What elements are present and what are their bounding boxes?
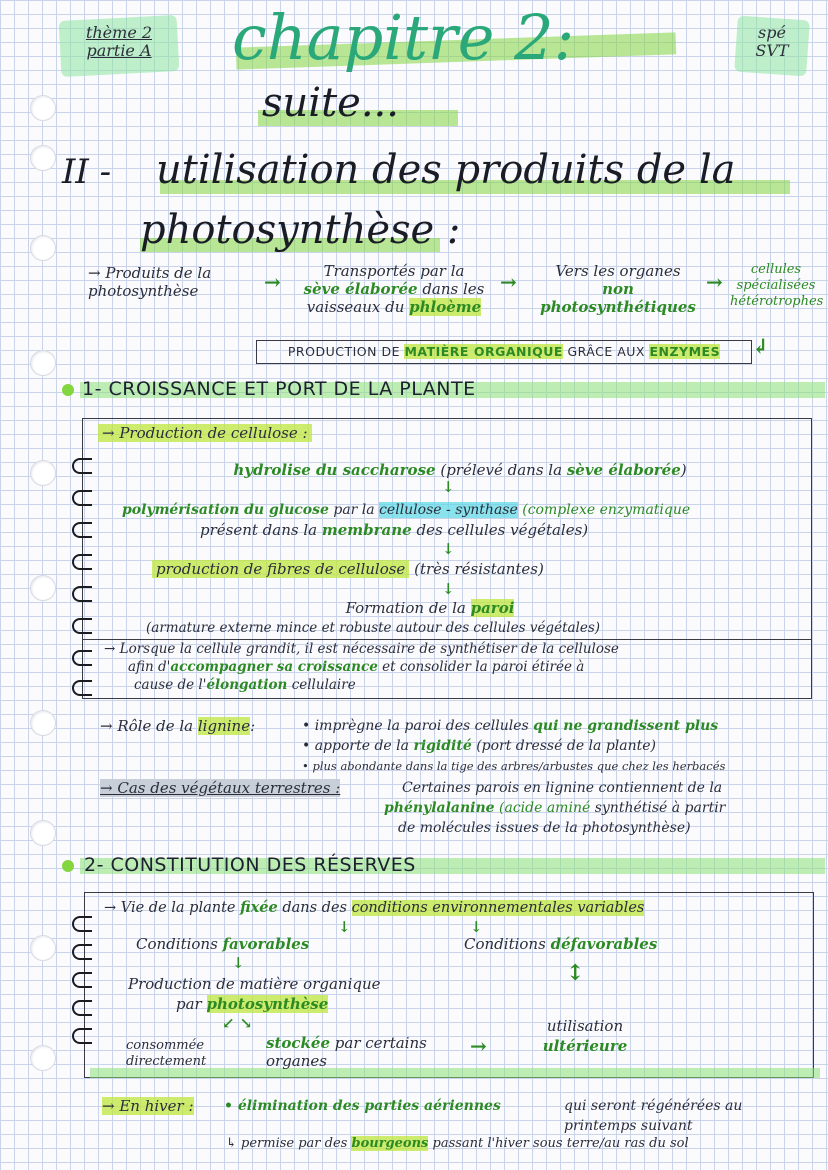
chapter-subtitle: suite... — [262, 80, 399, 126]
winter-point2: ↳ permise par des bourgeons passant l'hiver sous terre/au ras du sol — [226, 1136, 689, 1151]
spiral-ring — [72, 944, 92, 960]
lignine-point2: • apporte de la rigidité (port dressé de la plante) — [302, 738, 657, 754]
binder-hole — [30, 350, 56, 376]
section-title-line1: utilisation des produits de la — [156, 147, 736, 193]
return-arrow-icon: ↲ — [752, 334, 769, 358]
binder-hole — [30, 820, 56, 846]
flow-step-products: → Produits de la photosynthèse — [88, 264, 212, 300]
terrestres-line1: Certaines parois en lignine contiennent de la — [402, 780, 723, 796]
spiral-ring — [72, 490, 92, 506]
consumed-directly: consommée directement — [126, 1038, 207, 1069]
down-arrow-icon: ↓ — [470, 918, 483, 936]
flow-step-organs: Vers les organes non photosynthétiques — [540, 262, 696, 316]
theme-tag: thème 2 partie A — [85, 23, 153, 60]
spiral-ring — [72, 972, 92, 988]
lignine-point3: • plus abondante dans la tige des arbres/arbustes que chez les herbacés — [302, 759, 726, 773]
favorable-conditions: Conditions favorables — [136, 935, 310, 953]
bullet-dot — [62, 384, 74, 396]
arrow-icon: → — [470, 1034, 487, 1058]
growth-line3: cause de l'élongation cellulaire — [134, 677, 356, 693]
production-box: PRODUCTION DE MATIÈRE ORGANIQUE GRÂCE AUX ENZYMES — [256, 340, 752, 364]
part1-heading: 1- CROISSANCE ET PORT DE LA PLANTE — [82, 378, 476, 400]
paroi-line: Formation de la paroi — [345, 599, 515, 617]
unfavorable-conditions: Conditions défavorables — [464, 935, 658, 953]
lignine-label: → Rôle de la lignine: — [100, 717, 256, 735]
winter-point1: • élimination des parties aériennes — [224, 1098, 501, 1114]
binder-hole — [30, 145, 56, 171]
binder-hole — [30, 710, 56, 736]
chapter-title: chapitre 2: — [232, 1, 575, 74]
spe-tag: spé SVT — [755, 23, 789, 60]
arrow-icon: → — [500, 270, 517, 294]
arrow-icon: → — [264, 270, 281, 294]
later-use: utilisation ultérieure — [542, 1017, 628, 1055]
binder-hole — [30, 1045, 56, 1071]
binder-hole — [30, 935, 56, 961]
spiral-ring — [72, 650, 92, 666]
spiral-ring — [72, 1000, 92, 1016]
flow-step-cells: cellules spécialisées hétérotrophes — [730, 262, 824, 309]
paroi-description: (armature externe mince et robuste autour des cellules végétales) — [146, 620, 601, 636]
part2-heading: 2- CONSTITUTION DES RÉSERVES — [84, 854, 416, 876]
down-arrow-icon: ↓ — [338, 918, 351, 936]
section-number: II - — [62, 152, 112, 192]
polymerisation-line: polymérisation du glucose par la cellulose - synthase (complexe enzymatique — [122, 502, 691, 518]
arrow-icon: → — [706, 270, 723, 294]
down-arrow-icon: ↓ — [442, 580, 455, 598]
binder-hole — [30, 575, 56, 601]
hydrolise-line: hydrolise du saccharose (prélevé dans la sève élaborée) — [233, 461, 687, 479]
binder-hole — [30, 460, 56, 486]
down-arrow-icon: ↓ — [442, 478, 455, 496]
spiral-ring — [72, 916, 92, 932]
flow-step-transport: Transportés par la sève élaborée dans les vaisseaux du phloème — [303, 262, 485, 316]
cellulose-label: → Production de cellulose : — [98, 424, 312, 442]
updown-arrow-icon: ↕ — [566, 960, 585, 986]
lignine-point1: • imprègne la paroi des cellules qui ne grandissent plus — [302, 718, 719, 734]
split-arrows-icon: ↙ ↘ — [222, 1014, 253, 1032]
binder-hole — [30, 235, 56, 261]
winter-point1-continued: qui seront régénérées au printemps suivant — [564, 1098, 743, 1134]
growth-line2: afin d'accompagner sa croissance et consolider la paroi étirée à — [128, 659, 585, 675]
section-title-line2: photosynthèse : — [140, 207, 461, 253]
down-arrow-icon: ↓ — [232, 954, 245, 972]
spiral-ring — [72, 586, 92, 602]
vie-line: → Vie de la plante fixée dans des conditions environnementales variables — [104, 899, 645, 916]
terrestres-label: → Cas des végétaux terrestres : — [100, 779, 341, 797]
spiral-ring — [72, 680, 92, 696]
terrestres-line3: de molécules issues de la photosynthèse) — [398, 820, 691, 836]
winter-label: → En hiver : — [102, 1097, 194, 1115]
stored-line: stockée par certains organes — [266, 1034, 427, 1070]
growth-line1: → Lorsque la cellule grandit, il est nécessaire de synthétiser de la cellulose — [104, 641, 619, 657]
production-line: Production de matière organique par photosynthèse — [128, 975, 381, 1013]
binder-hole — [30, 95, 56, 121]
spiral-ring — [72, 554, 92, 570]
spiral-ring — [72, 1028, 92, 1044]
bullet-dot — [62, 860, 74, 872]
polymerisation-line2: présent dans la membrane des cellules végétales) — [200, 521, 589, 539]
spiral-ring — [72, 618, 92, 634]
fibres-line: production de fibres de cellulose (très résistantes) — [152, 558, 544, 580]
spiral-ring — [72, 458, 92, 474]
terrestres-line2: phénylalanine (acide aminé synthétisé à partir — [384, 800, 726, 816]
down-arrow-icon: ↓ — [442, 540, 455, 558]
spiral-ring — [72, 522, 92, 538]
